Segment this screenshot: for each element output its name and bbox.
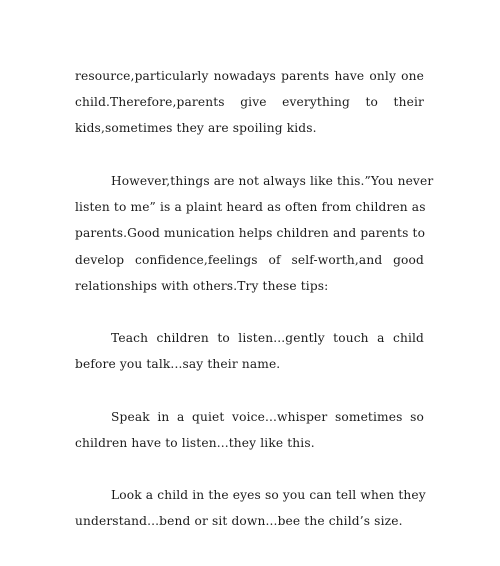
text-line: understand...bend or sit down...bee the child’s size. — [75, 514, 403, 529]
text-line: parents.Good munication helps children and parents to — [75, 226, 426, 241]
text-line: children have to listen...they like this. — [75, 436, 315, 451]
text-line: However,things are not always like this.”You never — [111, 174, 434, 188]
paragraph-tip-eye-contact — [75, 482, 424, 534]
paragraph-communication — [75, 168, 434, 299]
text-line: Teach children to listen...gently touch a child — [111, 331, 424, 345]
text-line: kids,sometimes they are spoiling kids. — [75, 121, 317, 136]
text-line: develop confidence,feelings of self-worth,and good — [75, 252, 424, 267]
text-line: relationships with others.Try these tips: — [75, 278, 329, 293]
paragraph-tip-quiet-voice — [75, 404, 424, 456]
text-line: before you talk...say their name. — [75, 357, 281, 372]
text-line: Look a child in the eyes so you can tell when they — [111, 488, 426, 502]
text-line: child.Therefore,parents give everything to their — [75, 95, 424, 110]
text-line: resource,particularly nowadays parents have only one — [75, 69, 424, 83]
text-line: Speak in a quiet voice...whisper sometimes so — [111, 410, 424, 424]
text-line: listen to me” is a plaint heard as often from children as — [75, 200, 426, 215]
paragraph-tip-listen — [75, 325, 424, 377]
paragraph-resources — [75, 63, 424, 142]
